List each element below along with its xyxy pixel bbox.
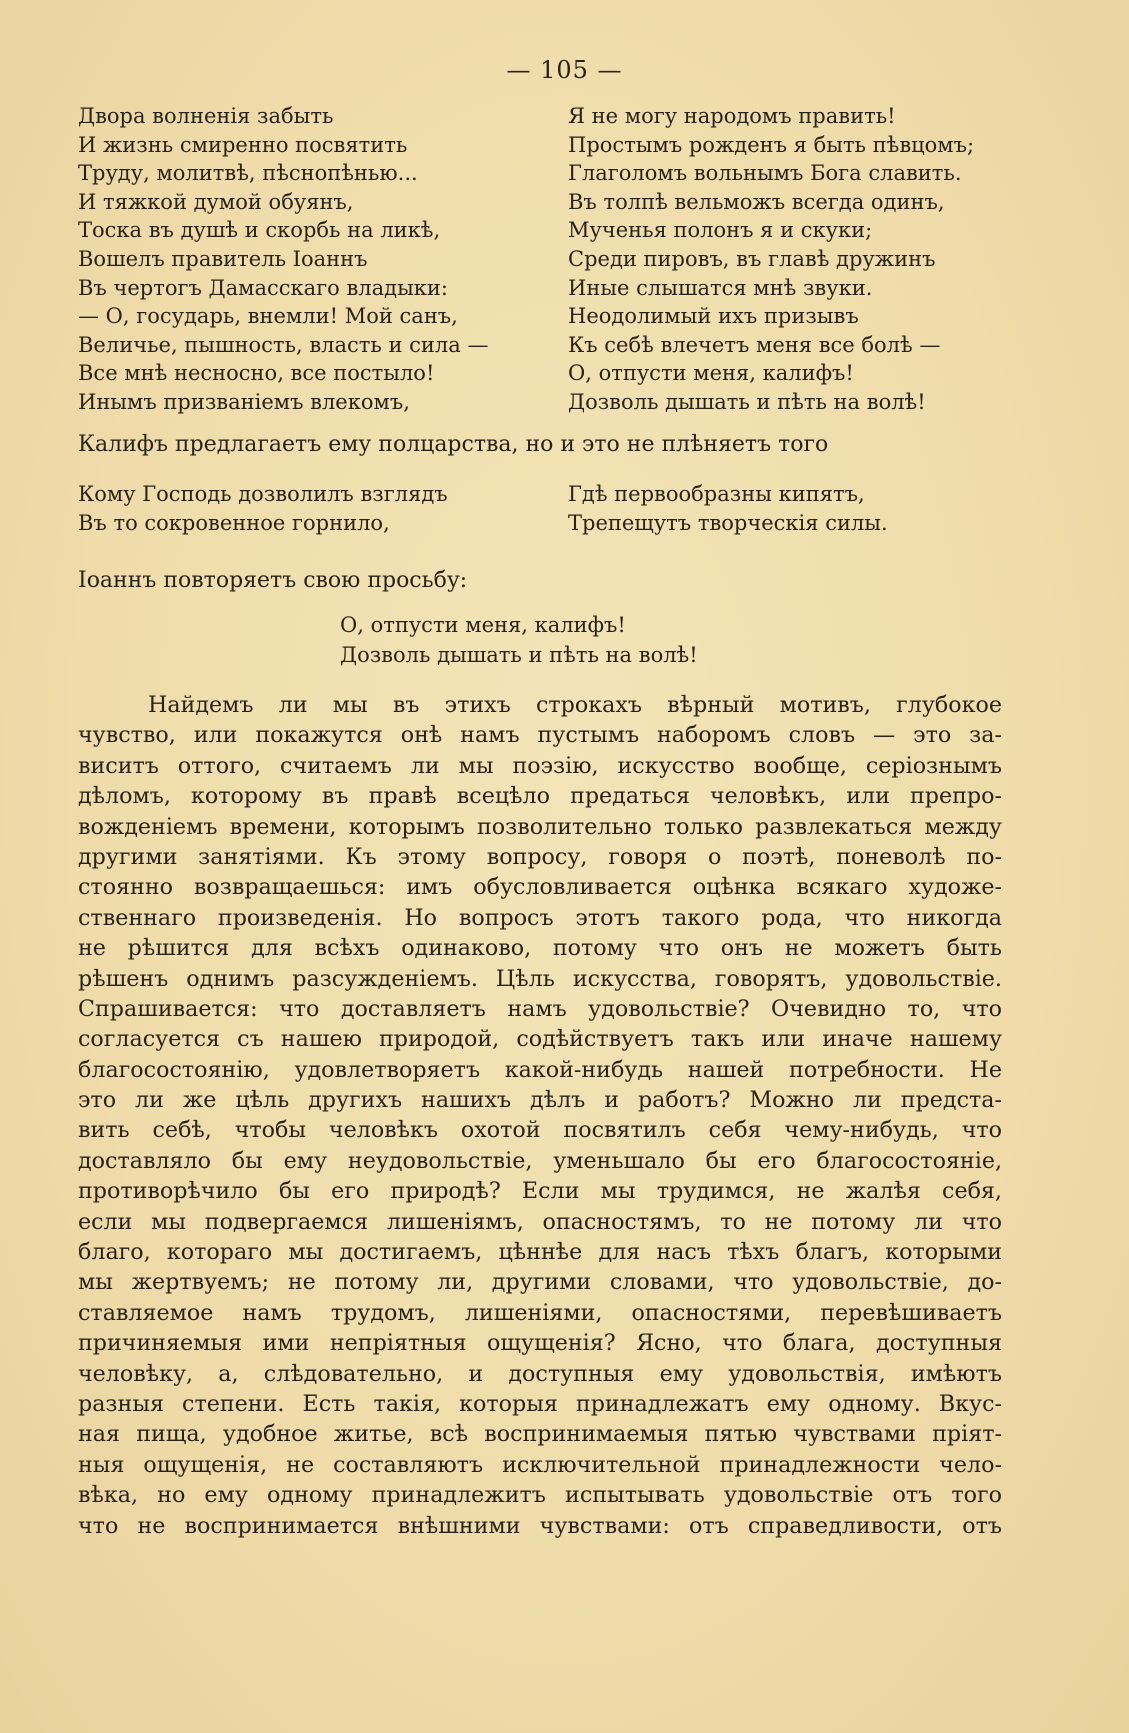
verse-line: Гдѣ первообразны кипятъ, xyxy=(568,482,865,506)
prose-line: ныя ощущенія, не составляютъ исключительной принадлежности чело- xyxy=(78,1451,1002,1478)
prose-line: причиняемыя ими непріятныя ощущенія? Ясно, что блага, доступныя xyxy=(78,1330,1002,1357)
prose-line: дѣломъ, которому въ правѣ всецѣло предаться человѣкъ, или препро- xyxy=(78,783,1002,810)
prose-line: противорѣчило бы его природѣ? Если мы трудимся, не жалѣя себя, xyxy=(78,1178,1002,1205)
verse-line: Дозволь дышать и пѣть на волѣ! xyxy=(340,643,698,667)
prose-line: доставляло бы ему неудовольствіе, уменьшало бы его благосостояніе, xyxy=(78,1147,1002,1174)
prose-line: вить себѣ, чтобы человѣкъ охотой посвятилъ себя чему-нибудь, что xyxy=(78,1117,1002,1144)
prose-line: другими занятіями. Къ этому вопросу, говоря о поэтѣ, поневолѣ по- xyxy=(78,843,1002,870)
verse-line: Неодолимый ихъ призывъ xyxy=(568,304,859,329)
verse-line: И жизнь смиренно посвятить xyxy=(78,132,408,157)
prose-line: рѣшенъ однимъ разсужденіемъ. Цѣль искусства, говорятъ, удовольствіе. xyxy=(78,965,1002,992)
prose-line: согласуется съ нашею природой, содѣйствуетъ такъ или иначе нашему xyxy=(78,1026,1002,1053)
verse-column-right xyxy=(568,480,1038,537)
verse-block-2 xyxy=(78,480,1038,537)
verse-line: Труду, молитвѣ, пѣснопѣнью... xyxy=(78,161,418,186)
prose-line: Спрашивается: что доставляетъ намъ удовольствіе? Очевидно то, что xyxy=(78,995,1002,1022)
prose-line: не рѣшится для всѣхъ одинаково, потому что онъ не можетъ быть xyxy=(78,935,1002,962)
verse-column-left xyxy=(78,480,548,537)
verse-line: И тяжкой думой обуянъ, xyxy=(78,189,354,214)
prose-line: виситъ оттого, считаемъ ли мы поэзію, искусство вообще, серіознымъ xyxy=(78,752,1002,779)
verse-line: О, отпусти меня, калифъ! xyxy=(568,361,854,386)
verse-line: Въ то сокровенное горнило, xyxy=(78,510,390,535)
prose-line: Найдемъ ли мы въ этихъ строкахъ вѣрный мотивъ, глубокое xyxy=(148,692,1002,718)
verse-line: Я не могу народомъ править! xyxy=(568,104,896,128)
verse-line: Къ себѣ влечетъ меня все болѣ — xyxy=(568,332,941,357)
verse-line: Инымъ призваніемъ влекомъ, xyxy=(78,389,410,414)
verse-line: Величье, пышность, власть и сила — xyxy=(78,332,489,357)
prose-line: что не воспринимается внѣшними чувствами: отъ справедливости, отъ xyxy=(78,1512,1002,1539)
prose-line: вожденіемъ времени, которымъ позволительно только развлекаться между xyxy=(78,813,1002,840)
page-number: — 105 — xyxy=(506,56,623,84)
verse-line: О, отпусти меня, калифъ! xyxy=(340,613,626,637)
verse-column-right xyxy=(568,102,1038,417)
prose-line: ставляемое намъ трудомъ, лишеніями, опасностями, перевѣшиваетъ xyxy=(78,1299,1002,1326)
verse-line: Иные слышатся мнѣ звуки. xyxy=(568,275,873,300)
verse-line: Простымъ рожденъ я быть пѣвцомъ; xyxy=(568,132,975,157)
prose-line: человѣку, а, слѣдовательно, и доступныя ему удовольствія, имѣютъ xyxy=(78,1360,1002,1387)
verse-line: Въ толпѣ вельможъ всегда одинъ, xyxy=(568,189,945,214)
prose-line: благосостоянію, удовлетворяетъ какой-нибудь нашей потребности. Не xyxy=(78,1056,1002,1083)
prose-line: ная пища, удобное житье, всѣ воспринимаемыя пятью чувствами пріят- xyxy=(78,1421,1002,1448)
verse-line: Тоска въ душѣ и скорбь на ликѣ, xyxy=(78,218,441,243)
verse-line: Двора волненія забыть xyxy=(78,104,334,128)
verse-line: Все мнѣ несносно, все постыло! xyxy=(78,361,435,386)
prose-line: вѣка, но ему одному принадлежитъ испытывать удовольствіе отъ того xyxy=(78,1482,1002,1509)
verse-line: Вошелъ правитель Іоаннъ xyxy=(78,246,368,271)
narration-line: Калифъ предлагаетъ ему полцарства, но и это не плѣняетъ того xyxy=(78,432,829,457)
verse-block-3 xyxy=(340,610,698,670)
prose-paragraph xyxy=(78,690,1002,1541)
verse-column-left xyxy=(78,102,548,417)
verse-line: Кому Господь дозволилъ взглядъ xyxy=(78,482,448,506)
prose-line: если мы подвергаемся лишеніямъ, опасностямъ, то не потому ли что xyxy=(78,1208,1002,1235)
verse-line: Среди пировъ, въ главѣ дружинъ xyxy=(568,246,936,271)
verse-line: Трепещутъ творческія силы. xyxy=(568,510,888,535)
narration-line: Іоаннъ повторяетъ свою просьбу: xyxy=(78,568,468,593)
prose-line: разныя степени. Есть такія, которыя принадлежатъ ему одному. Вкус- xyxy=(78,1390,1002,1417)
verse-line: Глаголомъ вольнымъ Бога славить. xyxy=(568,161,962,186)
prose-line: ственнаго произведенія. Но вопросъ этотъ такого рода, что никогда xyxy=(78,904,1002,931)
prose-line: стоянно возвращаешься: имъ обусловливается оцѣнка всякаго художе- xyxy=(78,874,1002,901)
verse-line: Въ чертогъ Дамасскаго владыки: xyxy=(78,275,448,300)
verse-line: — О, государь, внемли! Мой санъ, xyxy=(78,304,458,329)
verse-block-1 xyxy=(78,102,1038,417)
prose-line: это ли же цѣль другихъ нашихъ дѣлъ и работъ? Можно ли предста- xyxy=(78,1087,1002,1114)
verse-line: Дозволь дышать и пѣть на волѣ! xyxy=(568,389,926,414)
prose-line: мы жертвуемъ; не потому ли, другими словами, что удовольствіе, до- xyxy=(78,1269,1002,1296)
prose-line: благо, котораго мы достигаемъ, цѣннѣе для насъ тѣхъ благъ, которыми xyxy=(78,1239,1002,1266)
verse-line: Мученья полонъ я и скуки; xyxy=(568,218,873,243)
prose-line: чувство, или покажутся онѣ намъ пустымъ наборомъ словъ — это за- xyxy=(78,722,1002,749)
